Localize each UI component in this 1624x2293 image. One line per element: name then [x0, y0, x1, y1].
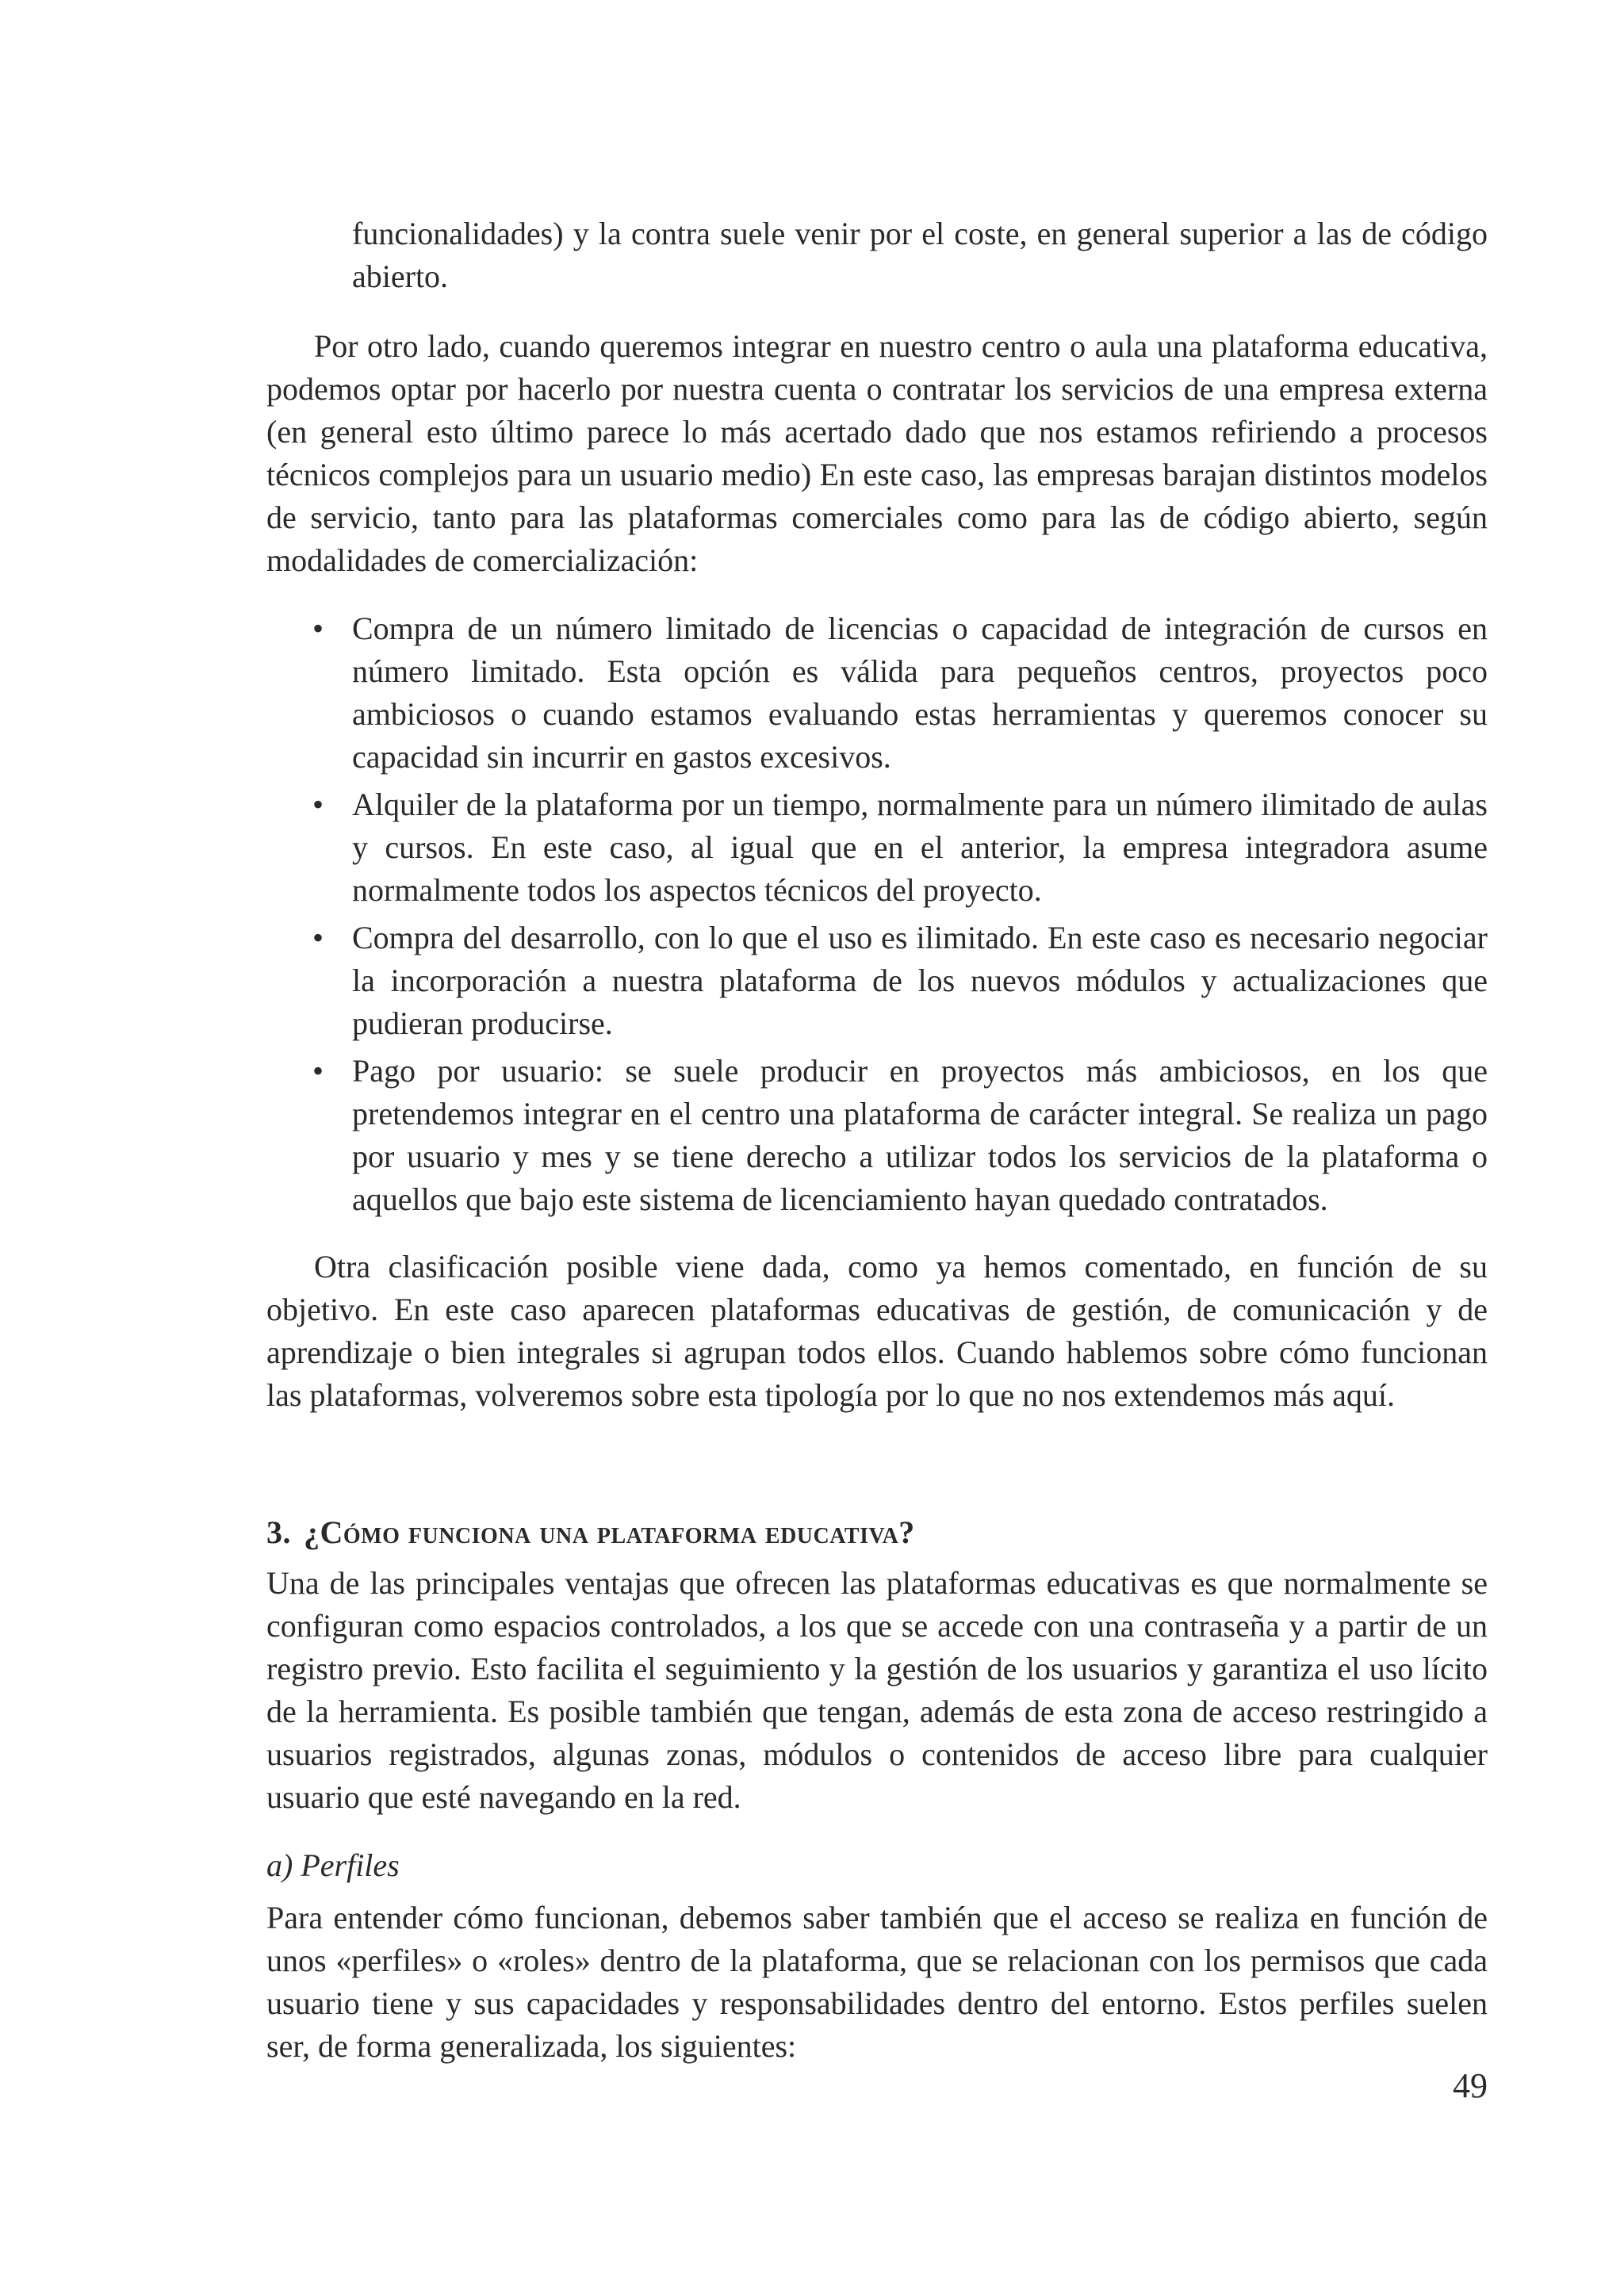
- paragraph-text: Una de las principales ventajas que ofrecen las plataformas educativas es que normalmente se configuran como espacios controlados, a los que se accede con una contraseña y a partir de un registro previo. Esto facilita el seguimiento y la gestión de los usuarios y garantiza el uso lícito de la herramienta. Es posible también que tengan, además de esta zona de acceso restringido a usuarios registrados, algunas zonas, módulos o contenidos de acceso libre para cualquier usuario que esté navegando en la red.: [266, 1565, 1488, 1815]
- list-item: [309, 607, 1488, 779]
- paragraph-profiles: [266, 1897, 1488, 2068]
- list-item-text: Compra de un número limitado de licencias o capacidad de integración de cursos en número limitado. Esta opción es válida para pequeños centros, proyectos poco ambiciosos o cuando estamos evaluando estas herramientas y queremos conocer su capacidad sin incurrir en gastos excesivos.: [352, 611, 1488, 775]
- continuation-text: funcionalidades) y la contra suele venir por el coste, en general superior a las de código abierto.: [352, 216, 1488, 294]
- bullet-icon: •: [312, 920, 324, 955]
- paragraph-service-models: [266, 325, 1488, 582]
- bullet-icon: •: [312, 1053, 324, 1089]
- bullet-icon: •: [312, 611, 324, 646]
- subsection-heading: a) Perfiles: [266, 1847, 400, 1883]
- section-heading: [266, 1511, 915, 1554]
- paragraph-text: Para entender cómo funcionan, debemos saber también que el acceso se realiza en función de unos «perfiles» o «roles» dentro de la plataforma, que se relacionan con los permisos que cada usuario tiene y sus capacidades y responsabilidades dentro del entorno. Estos perfiles suelen ser, de forma generalizada, los siguientes:: [266, 1900, 1488, 2064]
- bullet-list: [309, 607, 1488, 1226]
- section-number: 3.: [266, 1514, 291, 1550]
- paragraph-classification: [266, 1246, 1488, 1417]
- paragraph-text: Por otro lado, cuando queremos integrar en nuestro centro o aula una plataforma educativa, podemos optar por hacerlo por nuestra cuenta o contratar los servicios de una empresa externa (en general esto último parece lo más acertado dado que nos estamos refiriendo a procesos técnicos complejos para un usuario medio) En este caso, las empresas barajan distintos modelos de servicio, tanto para las plataformas comerciales como para las de código abierto, según modalidades de comercialización:: [266, 328, 1488, 578]
- paragraph-text: Otra clasificación posible viene dada, como ya hemos comentado, en función de su objetivo. En este caso aparecen plataformas educativas de gestión, de comunicación y de aprendizaje o bien integrales si agrupan todos ellos. Cuando hablemos sobre cómo funcionan las plataformas, volveremos sobre esta tipología por lo que no nos extendemos más aquí.: [266, 1249, 1488, 1413]
- section-title: ¿Cómo funciona una plataforma educativa?: [304, 1514, 915, 1550]
- list-item-text: Pago por usuario: se suele producir en proyectos más ambiciosos, en los que pretendemos integrar en el centro una plataforma de carácter integral. Se realiza un pago por usuario y mes y se tiene derecho a utilizar todos los servicios de la plataforma o aquellos que bajo este sistema de licenciamiento hayan quedado contratados.: [352, 1053, 1488, 1217]
- list-item-text: Alquiler de la plataforma por un tiempo, normalmente para un número ilimitado de aulas y cursos. En este caso, al igual que en el anterior, la empresa integradora asume normalmente todos los aspectos técnicos del proyecto.: [352, 787, 1488, 908]
- list-item: [309, 1050, 1488, 1221]
- list-item: [309, 917, 1488, 1045]
- list-item: [309, 783, 1488, 912]
- bullet-icon: •: [312, 787, 324, 822]
- paragraph-advantages: [266, 1562, 1488, 1819]
- continuation-paragraph: [352, 212, 1488, 298]
- page-number: 49: [1453, 2066, 1488, 2105]
- list-item-text: Compra del desarrollo, con lo que el uso es ilimitado. En este caso es necesario negociar la incorporación a nuestra plataforma de los nuevos módulos y actualizaciones que pudieran producirse.: [352, 920, 1488, 1041]
